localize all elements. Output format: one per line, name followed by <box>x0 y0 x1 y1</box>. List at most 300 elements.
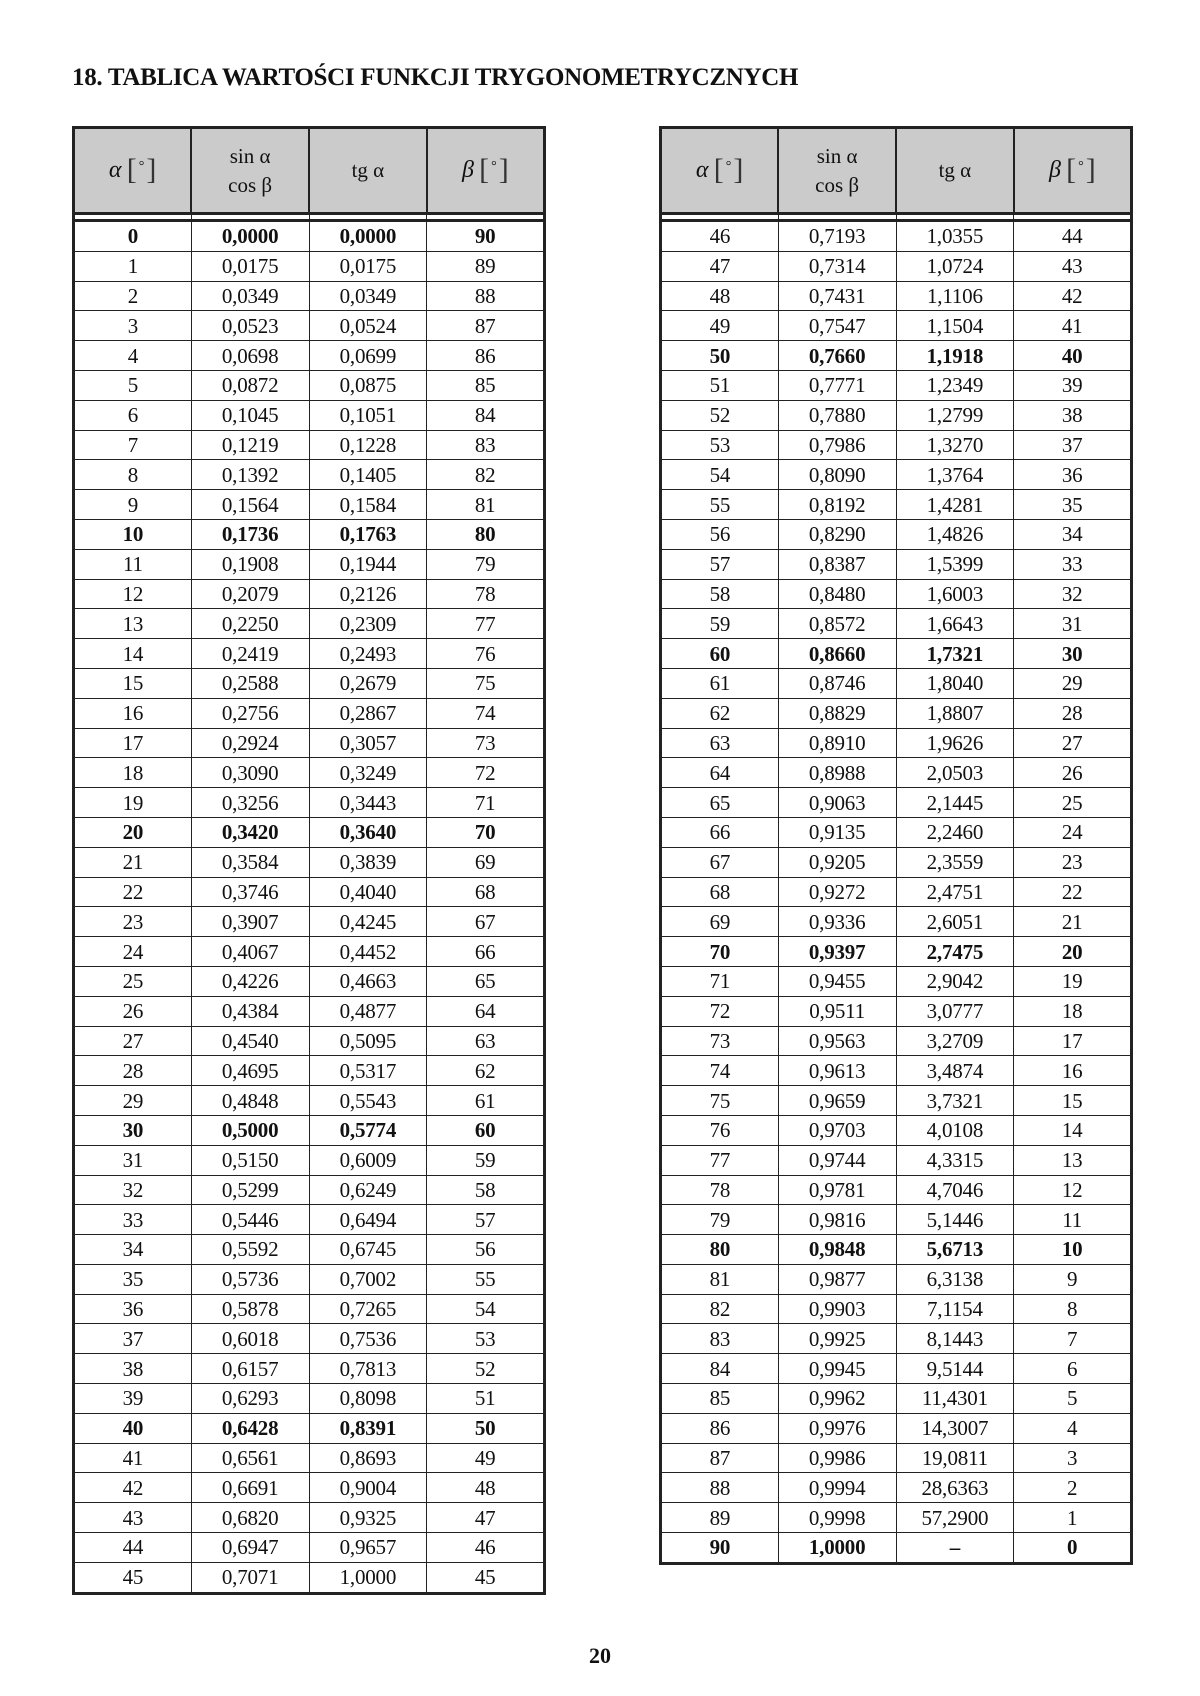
tg-cell: 0,4245 <box>309 907 427 937</box>
sin-cos-cell: 0,0000 <box>191 221 309 252</box>
table-row <box>74 519 545 549</box>
table-row <box>74 937 545 967</box>
tg-cell: 4,7046 <box>896 1175 1014 1205</box>
alpha-cell: 81 <box>661 1264 779 1294</box>
table-row <box>661 1264 1132 1294</box>
beta-cell: 82 <box>427 460 545 490</box>
tg-cell: 1,0724 <box>896 251 1014 281</box>
tg-cell: 1,0355 <box>896 221 1014 252</box>
beta-cell: 13 <box>1014 1145 1132 1175</box>
sin-cos-cell: 0,1908 <box>191 549 309 579</box>
header-sin-alpha-cos-beta <box>191 128 309 214</box>
sin-cos-cell: 0,2756 <box>191 698 309 728</box>
beta-cell: 57 <box>427 1205 545 1235</box>
alpha-cell: 77 <box>661 1145 779 1175</box>
sin-cos-cell: 0,3746 <box>191 877 309 907</box>
beta-cell: 64 <box>427 996 545 1026</box>
tg-cell: 0,7813 <box>309 1354 427 1384</box>
beta-cell: 30 <box>1014 639 1132 669</box>
table-row <box>74 609 545 639</box>
sin-cos-cell: 0,5150 <box>191 1145 309 1175</box>
alpha-cell: 59 <box>661 609 779 639</box>
beta-cell: 12 <box>1014 1175 1132 1205</box>
alpha-cell: 62 <box>661 698 779 728</box>
beta-cell: 87 <box>427 311 545 341</box>
table-row <box>74 996 545 1026</box>
table-row <box>661 1533 1132 1564</box>
sin-cos-cell: 0,9816 <box>778 1205 896 1235</box>
tg-cell: 3,7321 <box>896 1086 1014 1116</box>
tg-cell: 7,1154 <box>896 1294 1014 1324</box>
tg-cell: 0,0699 <box>309 341 427 371</box>
table-row <box>74 728 545 758</box>
alpha-cell: 37 <box>74 1324 192 1354</box>
tg-cell: 9,5144 <box>896 1354 1014 1384</box>
alpha-cell: 33 <box>74 1205 192 1235</box>
beta-cell: 42 <box>1014 281 1132 311</box>
separator-cell <box>74 214 192 221</box>
tg-cell: 8,1443 <box>896 1324 1014 1354</box>
tg-cell: 2,6051 <box>896 907 1014 937</box>
tg-cell: 1,7321 <box>896 639 1014 669</box>
sin-cos-cell: 0,5000 <box>191 1115 309 1145</box>
sin-cos-cell: 0,9877 <box>778 1264 896 1294</box>
alpha-cell: 89 <box>661 1503 779 1533</box>
sin-cos-cell: 0,9986 <box>778 1443 896 1473</box>
tg-cell: 0,6009 <box>309 1145 427 1175</box>
sin-cos-cell: 0,7071 <box>191 1562 309 1593</box>
sin-cos-cell: 0,9945 <box>778 1354 896 1384</box>
beta-cell: 38 <box>1014 400 1132 430</box>
table-row <box>74 1145 545 1175</box>
alpha-cell: 7 <box>74 430 192 460</box>
tg-cell: 0,2126 <box>309 579 427 609</box>
tg-cell: 1,9626 <box>896 728 1014 758</box>
table-row <box>74 430 545 460</box>
table-row <box>661 1115 1132 1145</box>
tg-cell: 14,3007 <box>896 1413 1014 1443</box>
sin-cos-cell: 0,6428 <box>191 1413 309 1443</box>
beta-cell: 46 <box>427 1533 545 1563</box>
alpha-cell: 85 <box>661 1384 779 1414</box>
beta-cell: 86 <box>427 341 545 371</box>
table-row <box>74 1056 545 1086</box>
table-row <box>661 639 1132 669</box>
beta-cell: 84 <box>427 400 545 430</box>
sin-cos-cell: 0,6947 <box>191 1533 309 1563</box>
table-row <box>661 1026 1132 1056</box>
sin-cos-cell: 0,9781 <box>778 1175 896 1205</box>
alpha-cell: 56 <box>661 519 779 549</box>
alpha-cell: 10 <box>74 519 192 549</box>
alpha-cell: 86 <box>661 1413 779 1443</box>
table-row <box>661 937 1132 967</box>
sin-cos-cell: 0,9744 <box>778 1145 896 1175</box>
alpha-cell: 8 <box>74 460 192 490</box>
alpha-cell: 9 <box>74 490 192 520</box>
table-row <box>661 728 1132 758</box>
tg-cell: 57,2900 <box>896 1503 1014 1533</box>
sin-cos-cell: 0,9703 <box>778 1115 896 1145</box>
alpha-cell: 11 <box>74 549 192 579</box>
tg-cell: 2,0503 <box>896 758 1014 788</box>
table-row <box>74 1324 545 1354</box>
beta-cell: 73 <box>427 728 545 758</box>
beta-cell: 26 <box>1014 758 1132 788</box>
tg-cell: 0,3249 <box>309 758 427 788</box>
sin-cos-cell: 0,4067 <box>191 937 309 967</box>
tg-cell: 0,2309 <box>309 609 427 639</box>
sin-cos-cell: 0,9976 <box>778 1413 896 1443</box>
sin-cos-cell: 0,9962 <box>778 1384 896 1414</box>
sin-cos-cell: 0,0349 <box>191 281 309 311</box>
alpha-cell: 80 <box>661 1235 779 1265</box>
alpha-cell: 1 <box>74 251 192 281</box>
separator-cell <box>191 214 309 221</box>
alpha-cell: 15 <box>74 668 192 698</box>
table-row <box>74 668 545 698</box>
table-row <box>74 311 545 341</box>
beta-cell: 78 <box>427 579 545 609</box>
alpha-cell: 75 <box>661 1086 779 1116</box>
sin-cos-cell: 0,9397 <box>778 937 896 967</box>
table-row <box>74 1086 545 1116</box>
beta-cell: 68 <box>427 877 545 907</box>
beta-cell: 61 <box>427 1086 545 1116</box>
sin-cos-cell: 0,5736 <box>191 1264 309 1294</box>
beta-cell: 37 <box>1014 430 1132 460</box>
beta-cell: 77 <box>427 609 545 639</box>
sin-cos-cell: 0,8290 <box>778 519 896 549</box>
sin-cos-cell: 0,6820 <box>191 1503 309 1533</box>
beta-cell: 19 <box>1014 966 1132 996</box>
beta-cell: 76 <box>427 639 545 669</box>
sin-cos-cell: 0,5299 <box>191 1175 309 1205</box>
sin-cos-cell: 0,6018 <box>191 1324 309 1354</box>
table-row <box>661 996 1132 1026</box>
beta-cell: 65 <box>427 966 545 996</box>
beta-cell: 15 <box>1014 1086 1132 1116</box>
alpha-cell: 60 <box>661 639 779 669</box>
tg-cell: 0,9325 <box>309 1503 427 1533</box>
alpha-cell: 68 <box>661 877 779 907</box>
tg-cell: 0,1228 <box>309 430 427 460</box>
sin-cos-cell: 0,9063 <box>778 788 896 818</box>
tg-cell: 4,3315 <box>896 1145 1014 1175</box>
tg-cell: 3,0777 <box>896 996 1014 1026</box>
beta-cell: 17 <box>1014 1026 1132 1056</box>
sin-cos-cell: 0,8660 <box>778 639 896 669</box>
tg-cell: 0,3839 <box>309 847 427 877</box>
alpha-cell: 29 <box>74 1086 192 1116</box>
table-row <box>661 579 1132 609</box>
beta-cell: 43 <box>1014 251 1132 281</box>
alpha-cell: 74 <box>661 1056 779 1086</box>
tg-cell: 1,1918 <box>896 341 1014 371</box>
beta-cell: 67 <box>427 907 545 937</box>
alpha-cell: 90 <box>661 1533 779 1564</box>
separator-cell <box>778 214 896 221</box>
table-row <box>661 490 1132 520</box>
sin-cos-cell: 0,6691 <box>191 1473 309 1503</box>
alpha-cell: 35 <box>74 1264 192 1294</box>
alpha-cell: 55 <box>661 490 779 520</box>
table-row <box>74 370 545 400</box>
table-row <box>74 579 545 609</box>
tg-cell: 1,3764 <box>896 460 1014 490</box>
alpha-cell: 40 <box>74 1413 192 1443</box>
header-beta-degrees: β [ °] <box>1014 128 1132 214</box>
beta-cell: 69 <box>427 847 545 877</box>
table-row <box>661 370 1132 400</box>
table-row <box>74 1175 545 1205</box>
beta-cell: 54 <box>427 1294 545 1324</box>
header-tg-alpha: tg α <box>896 128 1014 214</box>
table-row <box>74 1264 545 1294</box>
beta-cell: 10 <box>1014 1235 1132 1265</box>
alpha-cell: 50 <box>661 341 779 371</box>
alpha-cell: 72 <box>661 996 779 1026</box>
beta-cell: 31 <box>1014 609 1132 639</box>
alpha-cell: 41 <box>74 1443 192 1473</box>
alpha-cell: 66 <box>661 817 779 847</box>
table-row <box>661 460 1132 490</box>
beta-cell: 29 <box>1014 668 1132 698</box>
alpha-cell: 36 <box>74 1294 192 1324</box>
alpha-cell: 32 <box>74 1175 192 1205</box>
table-row <box>74 788 545 818</box>
beta-cell: 40 <box>1014 341 1132 371</box>
beta-cell: 49 <box>427 1443 545 1473</box>
tg-cell: 2,4751 <box>896 877 1014 907</box>
beta-cell: 71 <box>427 788 545 818</box>
beta-cell: 81 <box>427 490 545 520</box>
beta-cell: 48 <box>427 1473 545 1503</box>
alpha-cell: 5 <box>74 370 192 400</box>
sin-cos-cell: 0,0698 <box>191 341 309 371</box>
tg-cell: 1,8040 <box>896 668 1014 698</box>
table-row <box>74 966 545 996</box>
tg-cell: 5,1446 <box>896 1205 1014 1235</box>
tg-cell: 0,5543 <box>309 1086 427 1116</box>
header-sin-alpha: sin α <box>229 144 271 169</box>
table-row <box>661 1145 1132 1175</box>
beta-cell: 21 <box>1014 907 1132 937</box>
table-row <box>661 1443 1132 1473</box>
beta-cell: 51 <box>427 1384 545 1414</box>
alpha-cell: 4 <box>74 341 192 371</box>
table-row <box>661 251 1132 281</box>
table-row <box>661 1324 1132 1354</box>
sin-cos-cell: 0,7660 <box>778 341 896 371</box>
beta-cell: 55 <box>427 1264 545 1294</box>
beta-cell: 35 <box>1014 490 1132 520</box>
alpha-cell: 12 <box>74 579 192 609</box>
tg-cell: 0,7536 <box>309 1324 427 1354</box>
alpha-cell: 3 <box>74 311 192 341</box>
table-row <box>74 1562 545 1593</box>
sin-cos-cell: 0,9925 <box>778 1324 896 1354</box>
alpha-cell: 54 <box>661 460 779 490</box>
tg-cell: 5,6713 <box>896 1235 1014 1265</box>
tg-cell: 0,4877 <box>309 996 427 1026</box>
table-row <box>661 1354 1132 1384</box>
beta-cell: 28 <box>1014 698 1132 728</box>
table-row <box>74 490 545 520</box>
tg-cell: 0,1763 <box>309 519 427 549</box>
alpha-cell: 58 <box>661 579 779 609</box>
beta-cell: 47 <box>427 1503 545 1533</box>
tg-cell: 0,2679 <box>309 668 427 698</box>
table-row <box>661 1235 1132 1265</box>
beta-cell: 83 <box>427 430 545 460</box>
sin-cos-cell: 1,0000 <box>778 1533 896 1564</box>
table-row <box>74 1294 545 1324</box>
tg-cell: 0,3640 <box>309 817 427 847</box>
table-row <box>74 1443 545 1473</box>
alpha-cell: 46 <box>661 221 779 252</box>
table-row <box>661 400 1132 430</box>
sin-cos-cell: 0,8829 <box>778 698 896 728</box>
table-row <box>661 1384 1132 1414</box>
beta-cell: 62 <box>427 1056 545 1086</box>
header-alpha-degrees: α [ °] <box>661 128 779 214</box>
alpha-cell: 0 <box>74 221 192 252</box>
sin-cos-cell: 0,7771 <box>778 370 896 400</box>
tg-cell: 0,7002 <box>309 1264 427 1294</box>
alpha-cell: 67 <box>661 847 779 877</box>
table-row <box>74 1235 545 1265</box>
tg-cell: 2,3559 <box>896 847 1014 877</box>
tg-cell: 0,0175 <box>309 251 427 281</box>
sin-cos-cell: 0,9613 <box>778 1056 896 1086</box>
sin-cos-cell: 0,1045 <box>191 400 309 430</box>
beta-cell: 39 <box>1014 370 1132 400</box>
table-row <box>74 400 545 430</box>
sin-cos-cell: 0,2588 <box>191 668 309 698</box>
table-row <box>661 1086 1132 1116</box>
sin-cos-cell: 0,9336 <box>778 907 896 937</box>
sin-cos-cell: 0,8572 <box>778 609 896 639</box>
header-cos-beta: cos β <box>815 172 860 197</box>
beta-cell: 24 <box>1014 817 1132 847</box>
table-row <box>661 519 1132 549</box>
beta-cell: 20 <box>1014 937 1132 967</box>
tg-cell: 28,6363 <box>896 1473 1014 1503</box>
alpha-cell: 18 <box>74 758 192 788</box>
sin-cos-cell: 0,0175 <box>191 251 309 281</box>
tg-cell: 6,3138 <box>896 1264 1014 1294</box>
sin-cos-cell: 0,8988 <box>778 758 896 788</box>
alpha-cell: 82 <box>661 1294 779 1324</box>
alpha-cell: 44 <box>74 1533 192 1563</box>
tg-cell: 0,5095 <box>309 1026 427 1056</box>
alpha-cell: 70 <box>661 937 779 967</box>
sin-cos-cell: 0,9455 <box>778 966 896 996</box>
tg-cell: 0,6494 <box>309 1205 427 1235</box>
table-row <box>661 609 1132 639</box>
alpha-cell: 64 <box>661 758 779 788</box>
tg-cell: 0,1051 <box>309 400 427 430</box>
sin-cos-cell: 0,9848 <box>778 1235 896 1265</box>
sin-cos-cell: 0,9205 <box>778 847 896 877</box>
alpha-cell: 2 <box>74 281 192 311</box>
sin-cos-cell: 0,7880 <box>778 400 896 430</box>
tg-cell: 0,5317 <box>309 1056 427 1086</box>
table-row <box>74 639 545 669</box>
alpha-cell: 49 <box>661 311 779 341</box>
beta-cell: 52 <box>427 1354 545 1384</box>
page-number: 20 <box>589 1643 611 1668</box>
alpha-cell: 53 <box>661 430 779 460</box>
table-row <box>74 1115 545 1145</box>
tg-cell: 1,1106 <box>896 281 1014 311</box>
table-row <box>661 1294 1132 1324</box>
beta-cell: 66 <box>427 937 545 967</box>
tg-cell: 0,1584 <box>309 490 427 520</box>
table-row <box>661 1175 1132 1205</box>
sin-cos-cell: 0,3584 <box>191 847 309 877</box>
tg-cell: 11,4301 <box>896 1384 1014 1414</box>
beta-cell: 70 <box>427 817 545 847</box>
tg-cell: 0,3443 <box>309 788 427 818</box>
table-row <box>74 698 545 728</box>
sin-cos-cell: 0,8480 <box>778 579 896 609</box>
tg-cell: 3,2709 <box>896 1026 1014 1056</box>
alpha-cell: 21 <box>74 847 192 877</box>
table-row <box>661 758 1132 788</box>
sin-cos-cell: 0,4540 <box>191 1026 309 1056</box>
table-row <box>74 758 545 788</box>
tg-cell: – <box>896 1533 1014 1564</box>
beta-cell: 18 <box>1014 996 1132 1026</box>
tg-cell: 0,0875 <box>309 370 427 400</box>
beta-cell: 59 <box>427 1145 545 1175</box>
tg-cell: 0,8391 <box>309 1413 427 1443</box>
sin-cos-cell: 0,1219 <box>191 430 309 460</box>
sin-cos-cell: 0,4695 <box>191 1056 309 1086</box>
beta-cell: 45 <box>427 1562 545 1593</box>
alpha-cell: 38 <box>74 1354 192 1384</box>
sin-cos-cell: 0,9903 <box>778 1294 896 1324</box>
tg-cell: 2,7475 <box>896 937 1014 967</box>
table-row <box>661 281 1132 311</box>
table-row <box>74 817 545 847</box>
sin-cos-cell: 0,7986 <box>778 430 896 460</box>
table-row <box>661 966 1132 996</box>
alpha-cell: 14 <box>74 639 192 669</box>
table-row <box>74 221 545 252</box>
beta-cell: 2 <box>1014 1473 1132 1503</box>
beta-cell: 22 <box>1014 877 1132 907</box>
sin-cos-cell: 0,1736 <box>191 519 309 549</box>
table-row <box>74 281 545 311</box>
tg-cell: 19,0811 <box>896 1443 1014 1473</box>
tg-cell: 0,1405 <box>309 460 427 490</box>
tg-cell: 0,1944 <box>309 549 427 579</box>
beta-cell: 6 <box>1014 1354 1132 1384</box>
beta-cell: 9 <box>1014 1264 1132 1294</box>
tg-cell: 0,8693 <box>309 1443 427 1473</box>
beta-cell: 14 <box>1014 1115 1132 1145</box>
alpha-cell: 73 <box>661 1026 779 1056</box>
table-row <box>661 847 1132 877</box>
beta-cell: 56 <box>427 1235 545 1265</box>
alpha-cell: 17 <box>74 728 192 758</box>
sin-cos-cell: 0,3907 <box>191 907 309 937</box>
tg-cell: 1,4826 <box>896 519 1014 549</box>
sin-cos-cell: 0,7314 <box>778 251 896 281</box>
